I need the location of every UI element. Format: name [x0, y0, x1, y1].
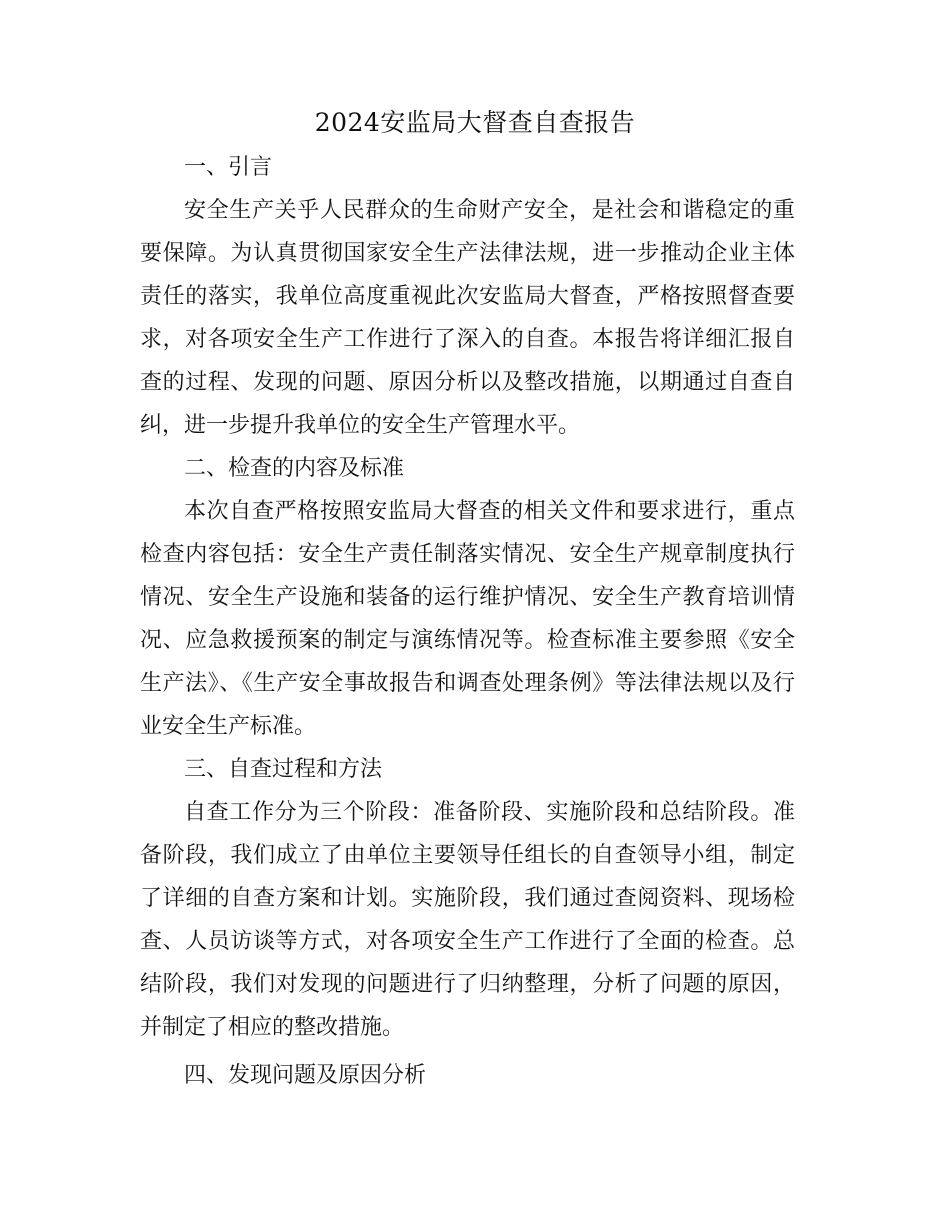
section-paragraph-process-method: 自查工作分为三个阶段：准备阶段、实施阶段和总结阶段。准备阶段，我们成立了由单位主要领导任组长的自查领导小组，制定了详细的自查方案和计划。实施阶段，我们通过查阅资料、现场检查、人员访谈等方式，对各项安全生产工作进行了全面的检查。总结阶段，我们对发现的问题进行了归纳整理，分析了问题的原因，并制定了相应的整改措施。	[140, 800, 795, 1040]
section-heading-process-method: 三、自查过程和方法	[184, 757, 383, 782]
section-paragraph-inspection-content: 本次自查严格按照安监局大督查的相关文件和要求进行，重点检查内容包括：安全生产责任制落实情况、安全生产规章制度执行情况、安全生产设施和装备的运行维护情况、安全生产教育培训情况、应急救援预案的制定与演练情况等。检查标准主要参照《安全生产法》、《生产安全事故报告和调查处理条例》等法律法规以及行业安全生产标准。	[140, 499, 795, 739]
section-heading-introduction: 一、引言	[184, 155, 273, 180]
document-body	[140, 146, 795, 1097]
section-paragraph-introduction: 安全生产关乎人民群众的生命财产安全，是社会和谐稳定的重要保障。为认真贯彻国家安全生产法律法规，进一步推动企业主体责任的落实，我单位高度重视此次安监局大督查，严格按照督查要求，对各项安全生产工作进行了深入的自查。本报告将详细汇报自查的过程、发现的问题、原因分析以及整改措施，以期通过自查自纠，进一步提升我单位的安全生产管理水平。	[140, 198, 795, 438]
section-heading-problems-analysis: 四、发现问题及原因分析	[184, 1063, 427, 1088]
section-heading-inspection-content: 二、检查的内容及标准	[184, 456, 405, 481]
document-title: 2024安监局大督查自查报告	[314, 108, 636, 137]
